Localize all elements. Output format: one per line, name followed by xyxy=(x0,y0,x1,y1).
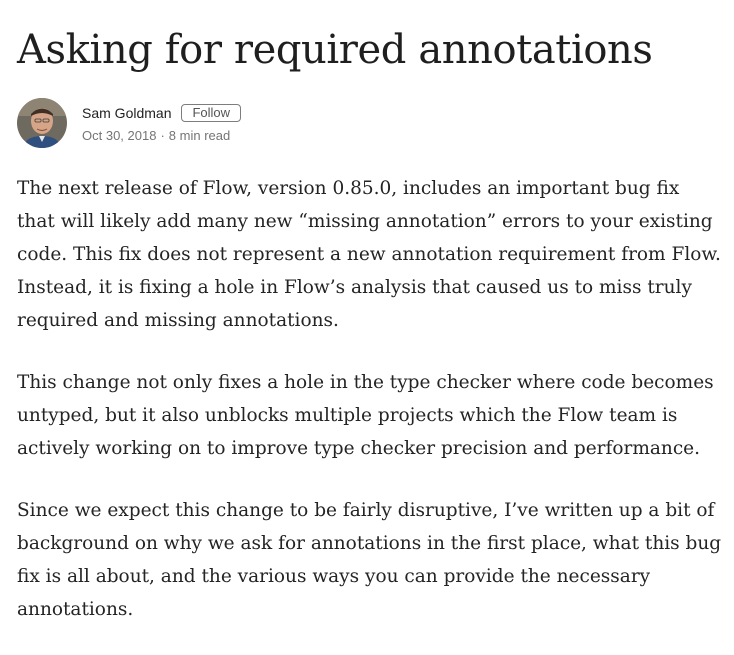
meta-separator: · xyxy=(160,128,165,143)
author-name[interactable]: Sam Goldman xyxy=(82,105,172,121)
publish-date: Oct 30, 2018 xyxy=(82,128,157,143)
author-meta xyxy=(82,103,241,143)
author-avatar-icon[interactable] xyxy=(17,98,67,148)
author-byline xyxy=(17,98,722,148)
paragraph: Since we expect this change to be fairly disruptive, I’ve written up a bit of background on why we ask for annotations in the first place, what this bug fix is all about, and the various ways you can provide the necessary annotations. xyxy=(17,500,722,620)
article-title: Asking for required annotations xyxy=(17,27,653,73)
read-time: 8 min read xyxy=(168,128,231,143)
author-name-row xyxy=(82,103,241,123)
avatar-image xyxy=(17,98,67,148)
paragraph: The next release of Flow, version 0.85.0, includes an important bug fix that will likely add many new “missing annotation” errors to your existing code. This fix does not represent a new annotation requirement from Flow. Instead, it is fixing a hole in Flow’s analysis that caused us to miss truly required and missing annotations. xyxy=(17,178,721,331)
article-body xyxy=(17,172,722,655)
follow-button[interactable]: Follow xyxy=(181,104,241,122)
paragraph: This change not only fixes a hole in the type checker where code becomes untyped, but it also unblocks multiple projects which the Flow team is actively working on to improve type checker precision and performance. xyxy=(17,372,714,459)
post-meta xyxy=(82,128,241,143)
article-page xyxy=(17,0,722,620)
